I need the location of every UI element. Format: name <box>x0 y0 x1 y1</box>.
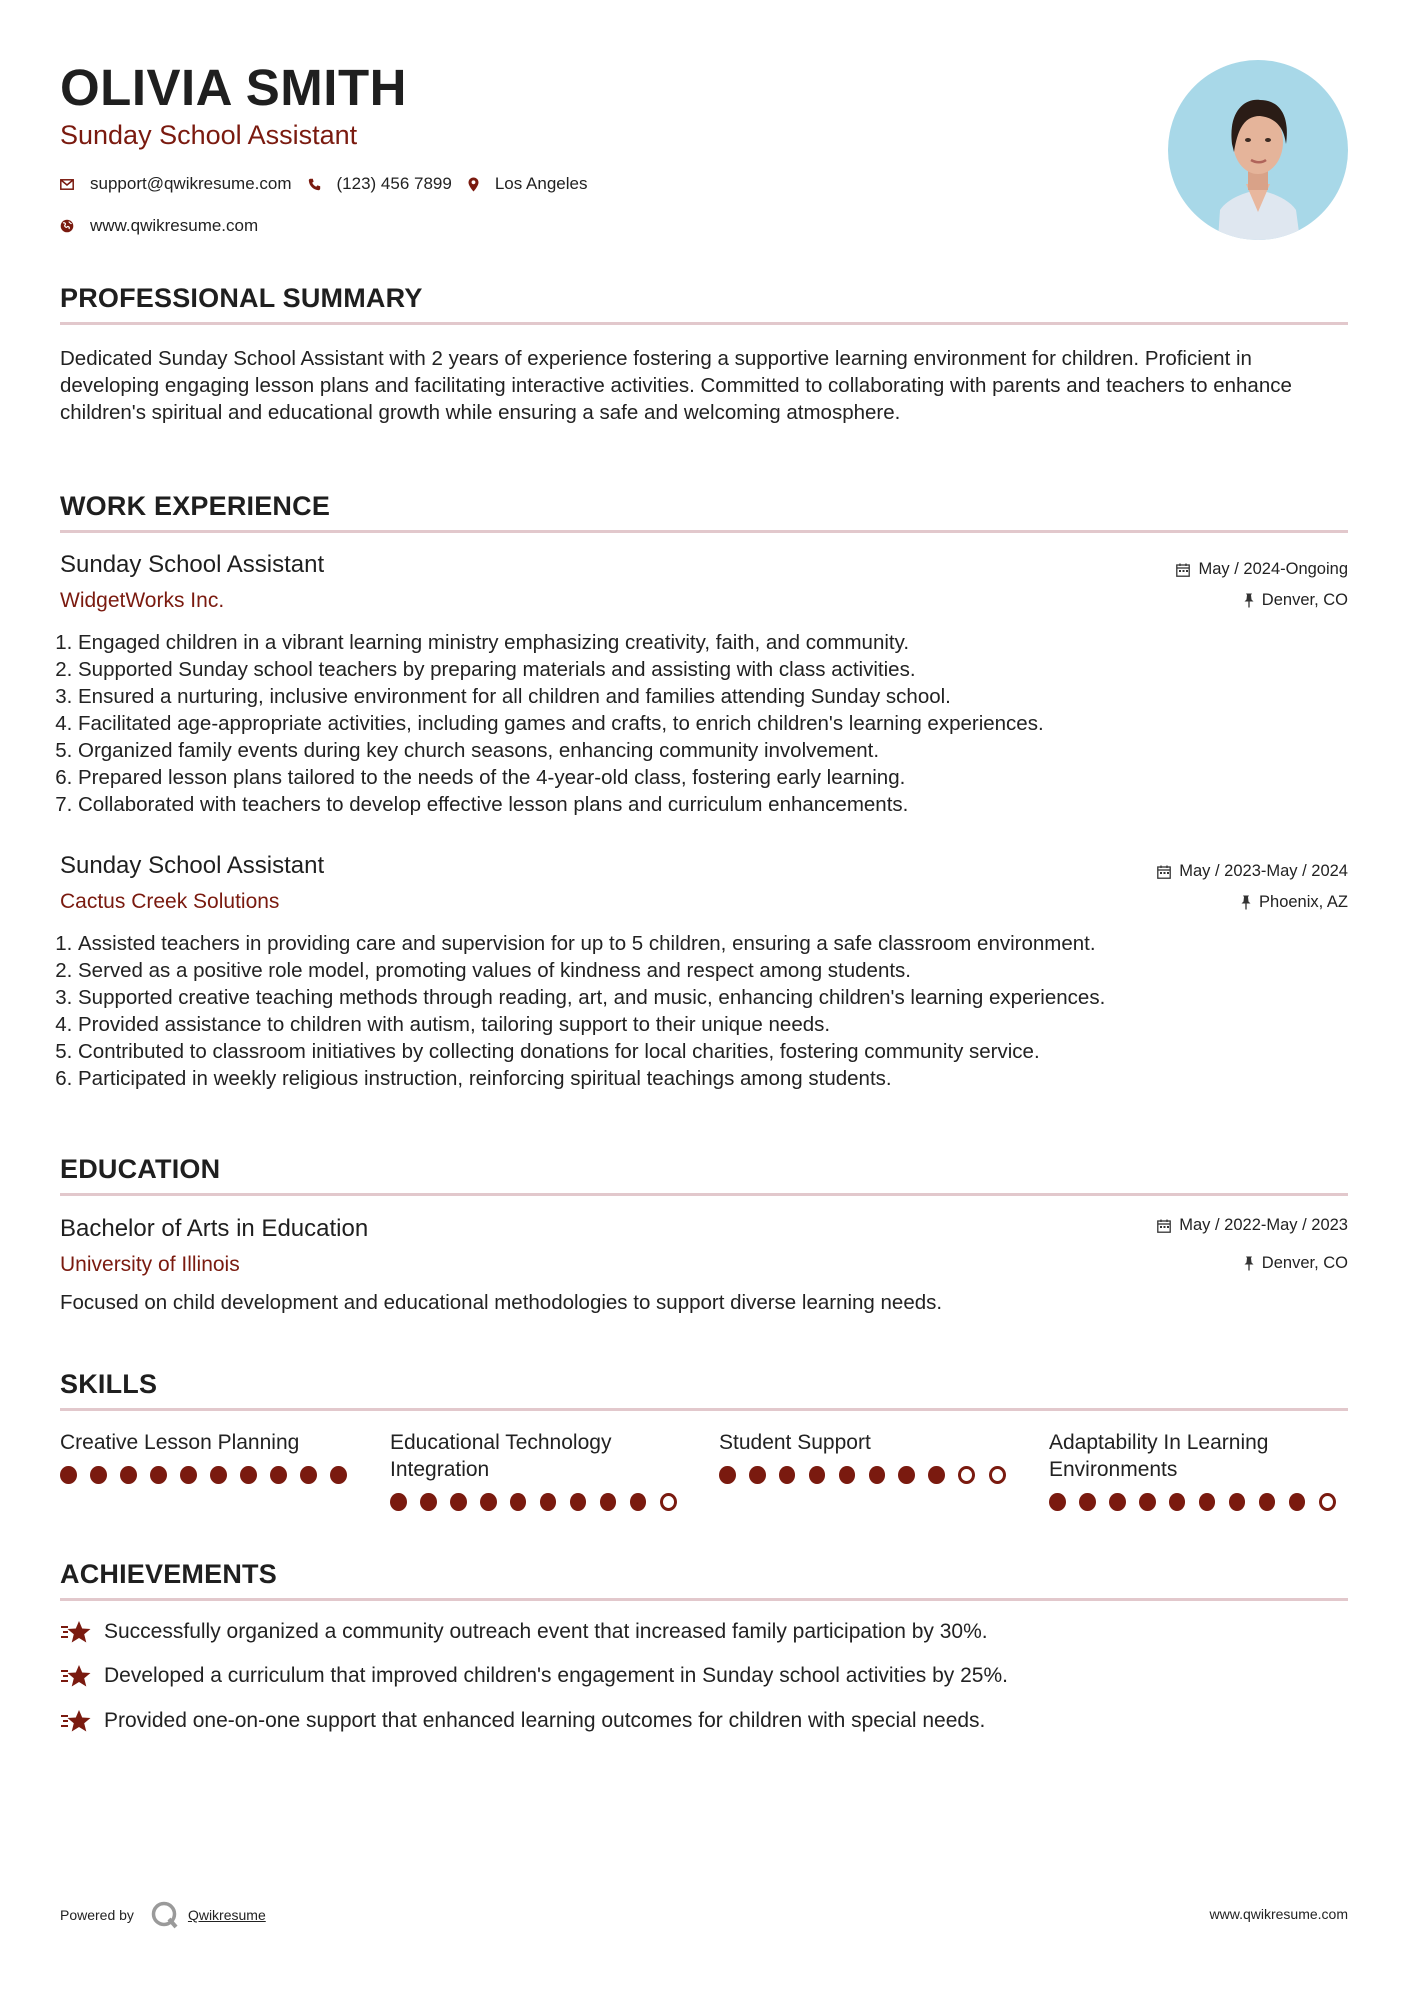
job-location <box>1244 591 1348 610</box>
school-name: University of Illinois <box>60 1253 240 1276</box>
qwikresume-link[interactable]: Qwikresume <box>187 1907 266 1923</box>
job-location <box>1241 893 1348 912</box>
rating-dot-filled <box>60 1466 77 1484</box>
rating-dot-filled <box>869 1466 886 1484</box>
contact-info <box>60 172 603 256</box>
rating-dot-filled <box>1199 1493 1216 1511</box>
education-location-text: Denver, CO <box>1261 1254 1348 1272</box>
profile-photo <box>1168 60 1348 240</box>
skill-item <box>390 1429 690 1511</box>
summary-text: Dedicated Sunday School Assistant with 2 years of experience fostering a supportive learning environment for children. Proficient in developing engaging lesson plans and facilitating interactive activities. Committed to collaborating with parents and teachers to enhance children's spiritual and educational growth while ensuring a safe and welcoming atmosphere. <box>60 347 1292 424</box>
rating-dot-filled <box>150 1466 167 1484</box>
skill-item <box>60 1429 360 1484</box>
rating-dot-filled <box>420 1493 437 1511</box>
footer-website[interactable]: www.qwikresume.com <box>1209 1906 1348 1922</box>
calendar-icon <box>1157 1219 1171 1233</box>
map-pin-icon <box>468 177 479 192</box>
degree-title: Bachelor of Arts in Education <box>60 1215 369 1242</box>
rating-dot-empty <box>958 1466 975 1484</box>
job-location-text: Phoenix, AZ <box>1259 893 1348 911</box>
job-location-text: Denver, CO <box>1261 591 1348 609</box>
skill-rating <box>60 1466 360 1484</box>
star-badge-icon <box>60 1708 92 1734</box>
rating-dot-filled <box>839 1466 856 1484</box>
rating-dot-filled <box>240 1466 257 1484</box>
pushpin-icon <box>1244 1256 1254 1271</box>
skill-rating <box>1049 1493 1349 1511</box>
section-divider <box>60 1598 1348 1601</box>
skill-rating <box>390 1493 690 1511</box>
education-dates-text: May / 2022-May / 2023 <box>1179 1216 1348 1234</box>
experience-heading: WORK EXPERIENCE <box>60 491 331 521</box>
globe-icon <box>60 219 74 233</box>
duty-item: 5. Contributed to classroom initiatives by collecting donations for local charities, fostering community service. <box>78 1038 1105 1065</box>
section-divider <box>60 1193 1348 1196</box>
section-divider <box>60 322 1348 325</box>
achievements-heading: ACHIEVEMENTS <box>60 1559 277 1589</box>
duty-item: 4. Provided assistance to children with autism, tailoring support to their unique needs. <box>78 1011 1105 1038</box>
education-location <box>1244 1254 1348 1273</box>
rating-dot-filled <box>1259 1493 1276 1511</box>
education-dates <box>1157 1216 1348 1235</box>
duty-item: 4. Facilitated age-appropriate activities, including games and crafts, to enrich children's learning experiences. <box>78 710 1044 737</box>
rating-dot-filled <box>928 1466 945 1484</box>
rating-dot-filled <box>300 1466 317 1484</box>
envelope-icon <box>60 179 74 190</box>
powered-by-label: Powered by <box>60 1907 134 1923</box>
rating-dot-filled <box>600 1493 617 1511</box>
contact-email[interactable] <box>60 174 292 194</box>
duty-item: 2. Supported Sunday school teachers by preparing materials and assisting with class activities. <box>78 656 1044 683</box>
skill-name: Educational Technology Integration <box>390 1431 612 1481</box>
duty-item: 3. Ensured a nurturing, inclusive environment for all children and families attending Sunday school. <box>78 683 1044 710</box>
rating-dot-filled <box>270 1466 287 1484</box>
rating-dot-filled <box>1229 1493 1246 1511</box>
rating-dot-filled <box>1139 1493 1156 1511</box>
skill-rating <box>719 1466 1019 1484</box>
calendar-icon <box>1176 563 1190 577</box>
skill-name: Student Support <box>719 1431 871 1454</box>
job-title: Sunday School Assistant <box>60 551 325 578</box>
achievement-text: Developed a curriculum that improved children's engagement in Sunday school activities by 25%. <box>104 1664 1008 1687</box>
contact-website[interactable] <box>60 216 258 236</box>
qwikresume-logo-icon <box>150 1900 180 1930</box>
phone-text: (123) 456 7899 <box>336 174 452 193</box>
section-divider <box>60 1408 1348 1411</box>
phone-icon <box>308 178 321 191</box>
job-dates-text: May / 2023-May / 2024 <box>1179 862 1348 880</box>
rating-dot-filled <box>210 1466 227 1484</box>
rating-dot-filled <box>1049 1493 1066 1511</box>
resume-page <box>60 0 1348 1990</box>
star-badge-icon <box>60 1663 92 1689</box>
rating-dot-filled <box>749 1466 766 1484</box>
rating-dot-filled <box>779 1466 796 1484</box>
footer-powered-by <box>60 1900 266 1930</box>
location-text: Los Angeles <box>494 174 588 193</box>
job-dates <box>1157 862 1348 881</box>
duty-item: 7. Collaborated with teachers to develop effective lesson plans and curriculum enhancements. <box>78 791 1044 818</box>
duty-item: 6. Participated in weekly religious instruction, reinforcing spiritual teachings among students. <box>78 1065 1105 1092</box>
summary-heading: PROFESSIONAL SUMMARY <box>60 283 423 313</box>
rating-dot-filled <box>510 1493 527 1511</box>
rating-dot-filled <box>180 1466 197 1484</box>
rating-dot-empty <box>660 1493 677 1511</box>
achievement-item <box>60 1619 988 1645</box>
duty-item: 6. Prepared lesson plans tailored to the needs of the 4-year-old class, fostering early learning. <box>78 764 1044 791</box>
rating-dot-filled <box>1169 1493 1186 1511</box>
skill-item <box>1049 1429 1349 1511</box>
skill-name: Adaptability In Learning Environments <box>1049 1431 1269 1481</box>
rating-dot-filled <box>1109 1493 1126 1511</box>
section-divider <box>60 530 1348 533</box>
rating-dot-filled <box>898 1466 915 1484</box>
calendar-icon <box>1157 865 1171 879</box>
duty-item: 1. Engaged children in a vibrant learning ministry emphasizing creativity, faith, and community. <box>78 629 1044 656</box>
education-heading: EDUCATION <box>60 1154 221 1184</box>
rating-dot-filled <box>480 1493 497 1511</box>
education-description: Focused on child development and educational methodologies to support diverse learning needs. <box>60 1291 943 1314</box>
star-badge-icon <box>60 1619 92 1645</box>
job-dates <box>1176 560 1348 579</box>
contact-phone[interactable] <box>308 174 452 194</box>
pushpin-icon <box>1244 593 1254 608</box>
job-company: Cactus Creek Solutions <box>60 890 280 913</box>
duty-item: 3. Supported creative teaching methods through reading, art, and music, enhancing children's learning experiences. <box>78 984 1105 1011</box>
rating-dot-filled <box>809 1466 826 1484</box>
skill-name: Creative Lesson Planning <box>60 1431 300 1454</box>
job-company: WidgetWorks Inc. <box>60 589 225 612</box>
rating-dot-filled <box>330 1466 347 1484</box>
rating-dot-filled <box>90 1466 107 1484</box>
job-title: Sunday School Assistant <box>60 852 325 879</box>
job-duties <box>60 629 1044 818</box>
rating-dot-empty <box>1319 1493 1336 1511</box>
candidate-name: OLIVIA SMITH <box>60 59 407 116</box>
achievement-text: Provided one-on-one support that enhanced learning outcomes for children with special needs. <box>104 1709 986 1732</box>
job-dates-text: May / 2024-Ongoing <box>1198 560 1348 578</box>
skill-item <box>719 1429 1019 1484</box>
rating-dot-filled <box>390 1493 407 1511</box>
rating-dot-empty <box>989 1466 1006 1484</box>
duty-item: 1. Assisted teachers in providing care and supervision for up to 5 children, ensuring a safe classroom environment. <box>78 930 1105 957</box>
contact-location <box>468 174 588 194</box>
job-duties <box>60 930 1105 1092</box>
duty-item: 5. Organized family events during key church seasons, enhancing community involvement. <box>78 737 1044 764</box>
rating-dot-filled <box>540 1493 557 1511</box>
rating-dot-filled <box>630 1493 647 1511</box>
achievement-text: Successfully organized a community outreach event that increased family participation by 30%. <box>104 1620 988 1643</box>
rating-dot-filled <box>1079 1493 1096 1511</box>
rating-dot-filled <box>570 1493 587 1511</box>
achievement-item <box>60 1708 985 1734</box>
rating-dot-filled <box>719 1466 736 1484</box>
rating-dot-filled <box>120 1466 137 1484</box>
website-text: www.qwikresume.com <box>90 216 259 235</box>
achievement-item <box>60 1663 1008 1689</box>
duty-item: 2. Served as a positive role model, promoting values of kindness and respect among students. <box>78 957 1105 984</box>
email-text: support@qwikresume.com <box>90 174 292 193</box>
skills-heading: SKILLS <box>60 1369 158 1399</box>
rating-dot-filled <box>450 1493 467 1511</box>
candidate-title: Sunday School Assistant <box>60 120 358 150</box>
rating-dot-filled <box>1289 1493 1306 1511</box>
pushpin-icon <box>1241 895 1251 910</box>
